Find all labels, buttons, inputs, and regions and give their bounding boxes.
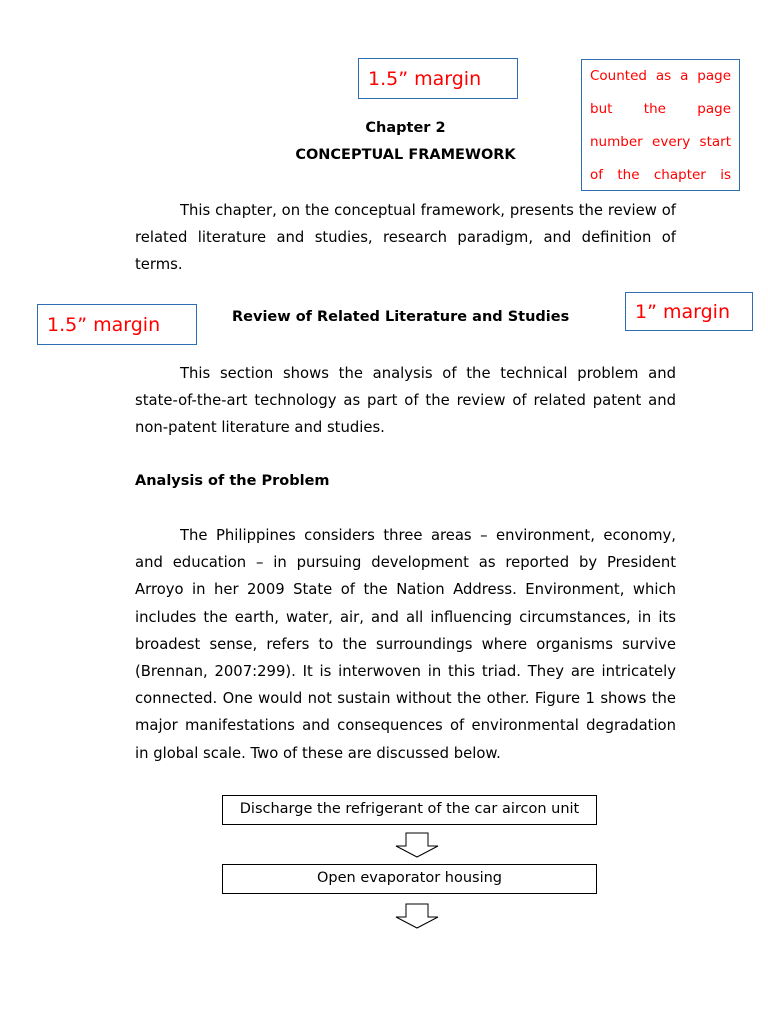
flow-step-2	[222, 864, 597, 894]
flow-step-1-text: Discharge the refrigerant of the car aircon unit	[239, 801, 580, 817]
top-margin-note-text: 1.5” margin	[368, 67, 482, 90]
intro-paragraph: This chapter, on the conceptual framework, presents the review of related literature and studies, research paradigm, and definition of terms.	[135, 202, 676, 274]
flow-step-2-text: Open evaporator housing	[316, 870, 502, 886]
down-arrow-icon	[394, 832, 440, 858]
flow-step-1	[222, 795, 597, 825]
chapter-page-note-text: Counted as a page but the page number every start of the chapter is	[590, 68, 731, 183]
review-paragraph: This section shows the analysis of the technical problem and state-of-the-art technology as part of the review of related patent and non-patent literature and studies.	[135, 365, 676, 437]
right-margin-note-text: 1” margin	[635, 300, 730, 323]
down-arrow-icon	[394, 903, 440, 929]
chapter-number: Chapter 2	[365, 120, 446, 136]
left-margin-note	[37, 304, 197, 345]
right-margin-note	[625, 292, 753, 331]
review-heading: Review of Related Literature and Studies	[232, 309, 570, 325]
top-margin-note	[358, 58, 518, 99]
analysis-paragraph: The Philippines considers three areas – environment, economy, and education – in pursuing development as reported by President Arroyo in her 2009 State of the Nation Address. Environment, which includes the earth, water, air, and all influencing circumstances, in its broadest sense, refers to the surroundings where organisms survive (Brennan, 2007:299). It is interwoven in this triad. They are intricately connected. One would not sustain without the other. Figure 1 shows the major manifestations and consequences of environmental degradation in global scale. Two of these are discussed below.	[135, 527, 676, 762]
left-margin-note-text: 1.5” margin	[47, 313, 161, 336]
chapter-title: CONCEPTUAL FRAMEWORK	[295, 147, 516, 163]
analysis-heading: Analysis of the Problem	[135, 473, 330, 489]
